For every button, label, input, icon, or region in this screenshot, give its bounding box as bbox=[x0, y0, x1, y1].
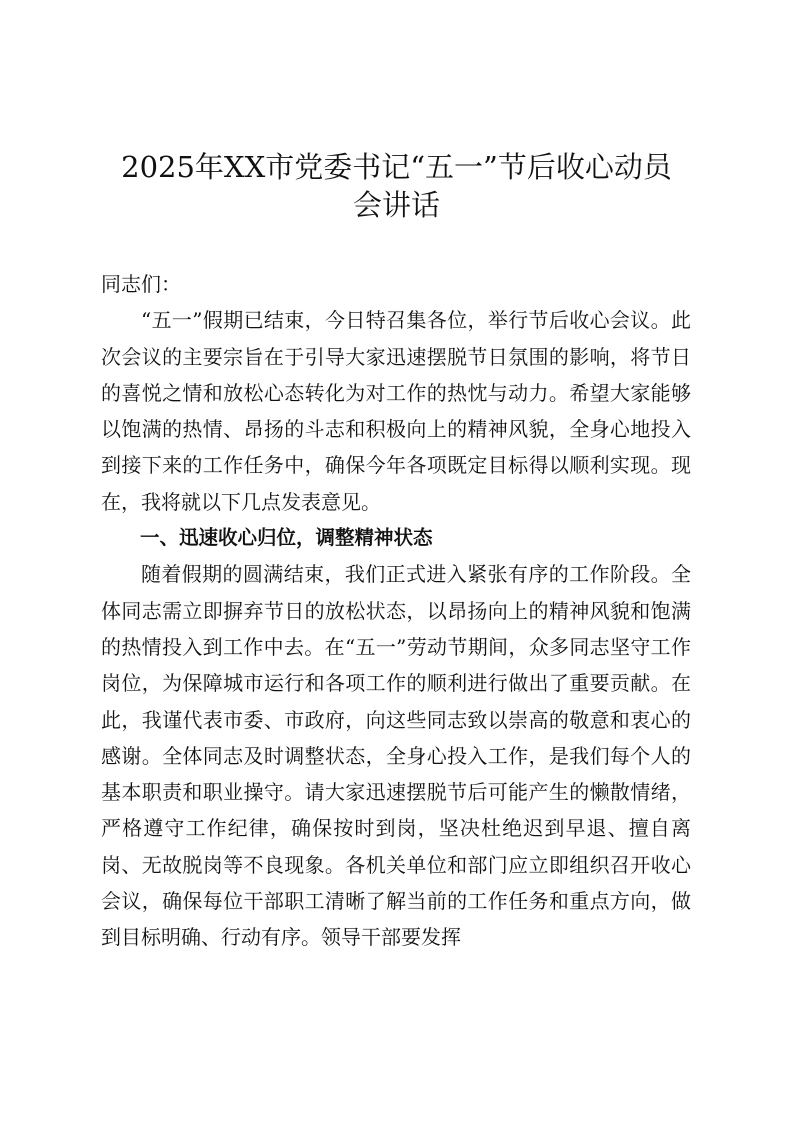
title-line-2: 会讲话 bbox=[352, 188, 440, 222]
salutation: 同志们： bbox=[101, 272, 181, 296]
document-title bbox=[90, 148, 703, 224]
intro-paragraph: “五一”假期已结束，今日特召集各位，举行节后收心会议。此次会议的主要宗旨在于引导大家迅速摆脱节日氛围的影响，将节日的喜悦之情和放松心态转化为对工作的热忱与动力。希望大家能够以饱满的热情、昂扬的斗志和积极向上的精神风貌，全身心地投入到接下来的工作任务中，确保今年各项既定目标得以顺利实现。现在，我将就以下几点发表意见。 bbox=[101, 308, 691, 514]
section-1-heading: 一、迅速收心归位，调整精神状态 bbox=[140, 526, 433, 550]
section-1-paragraph: 随着假期的圆满结束，我们正式进入紧张有序的工作阶段。全体同志需立即摒弃节日的放松状态，以昂扬向上的精神风貌和饱满的热情投入到工作中去。在“五一”劳动节期间，众多同志坚守工作岗位，为保障城市运行和各项工作的顺利进行做出了重要贡献。在此，我谨代表市委、市政府，向这些同志致以崇高的敬意和衷心的感谢。全体同志及时调整状态，全身心投入工作，是我们每个人的基本职责和职业操守。请大家迅速摆脱节后可能产生的懒散情绪，严格遵守工作纪律，确保按时到岗，坚决杜绝迟到早退、擅自离岗、无故脱岗等不良现象。各机关单位和部门应立即组织召开收心会议，确保每位干部职工清晰了解当前的工作任务和重点方向，做到目标明确、行动有序。领导干部要发挥 bbox=[101, 562, 691, 950]
document-body bbox=[101, 266, 691, 956]
title-line-1: 2025年XX市党委书记“五一”节后收心动员 bbox=[121, 150, 672, 184]
